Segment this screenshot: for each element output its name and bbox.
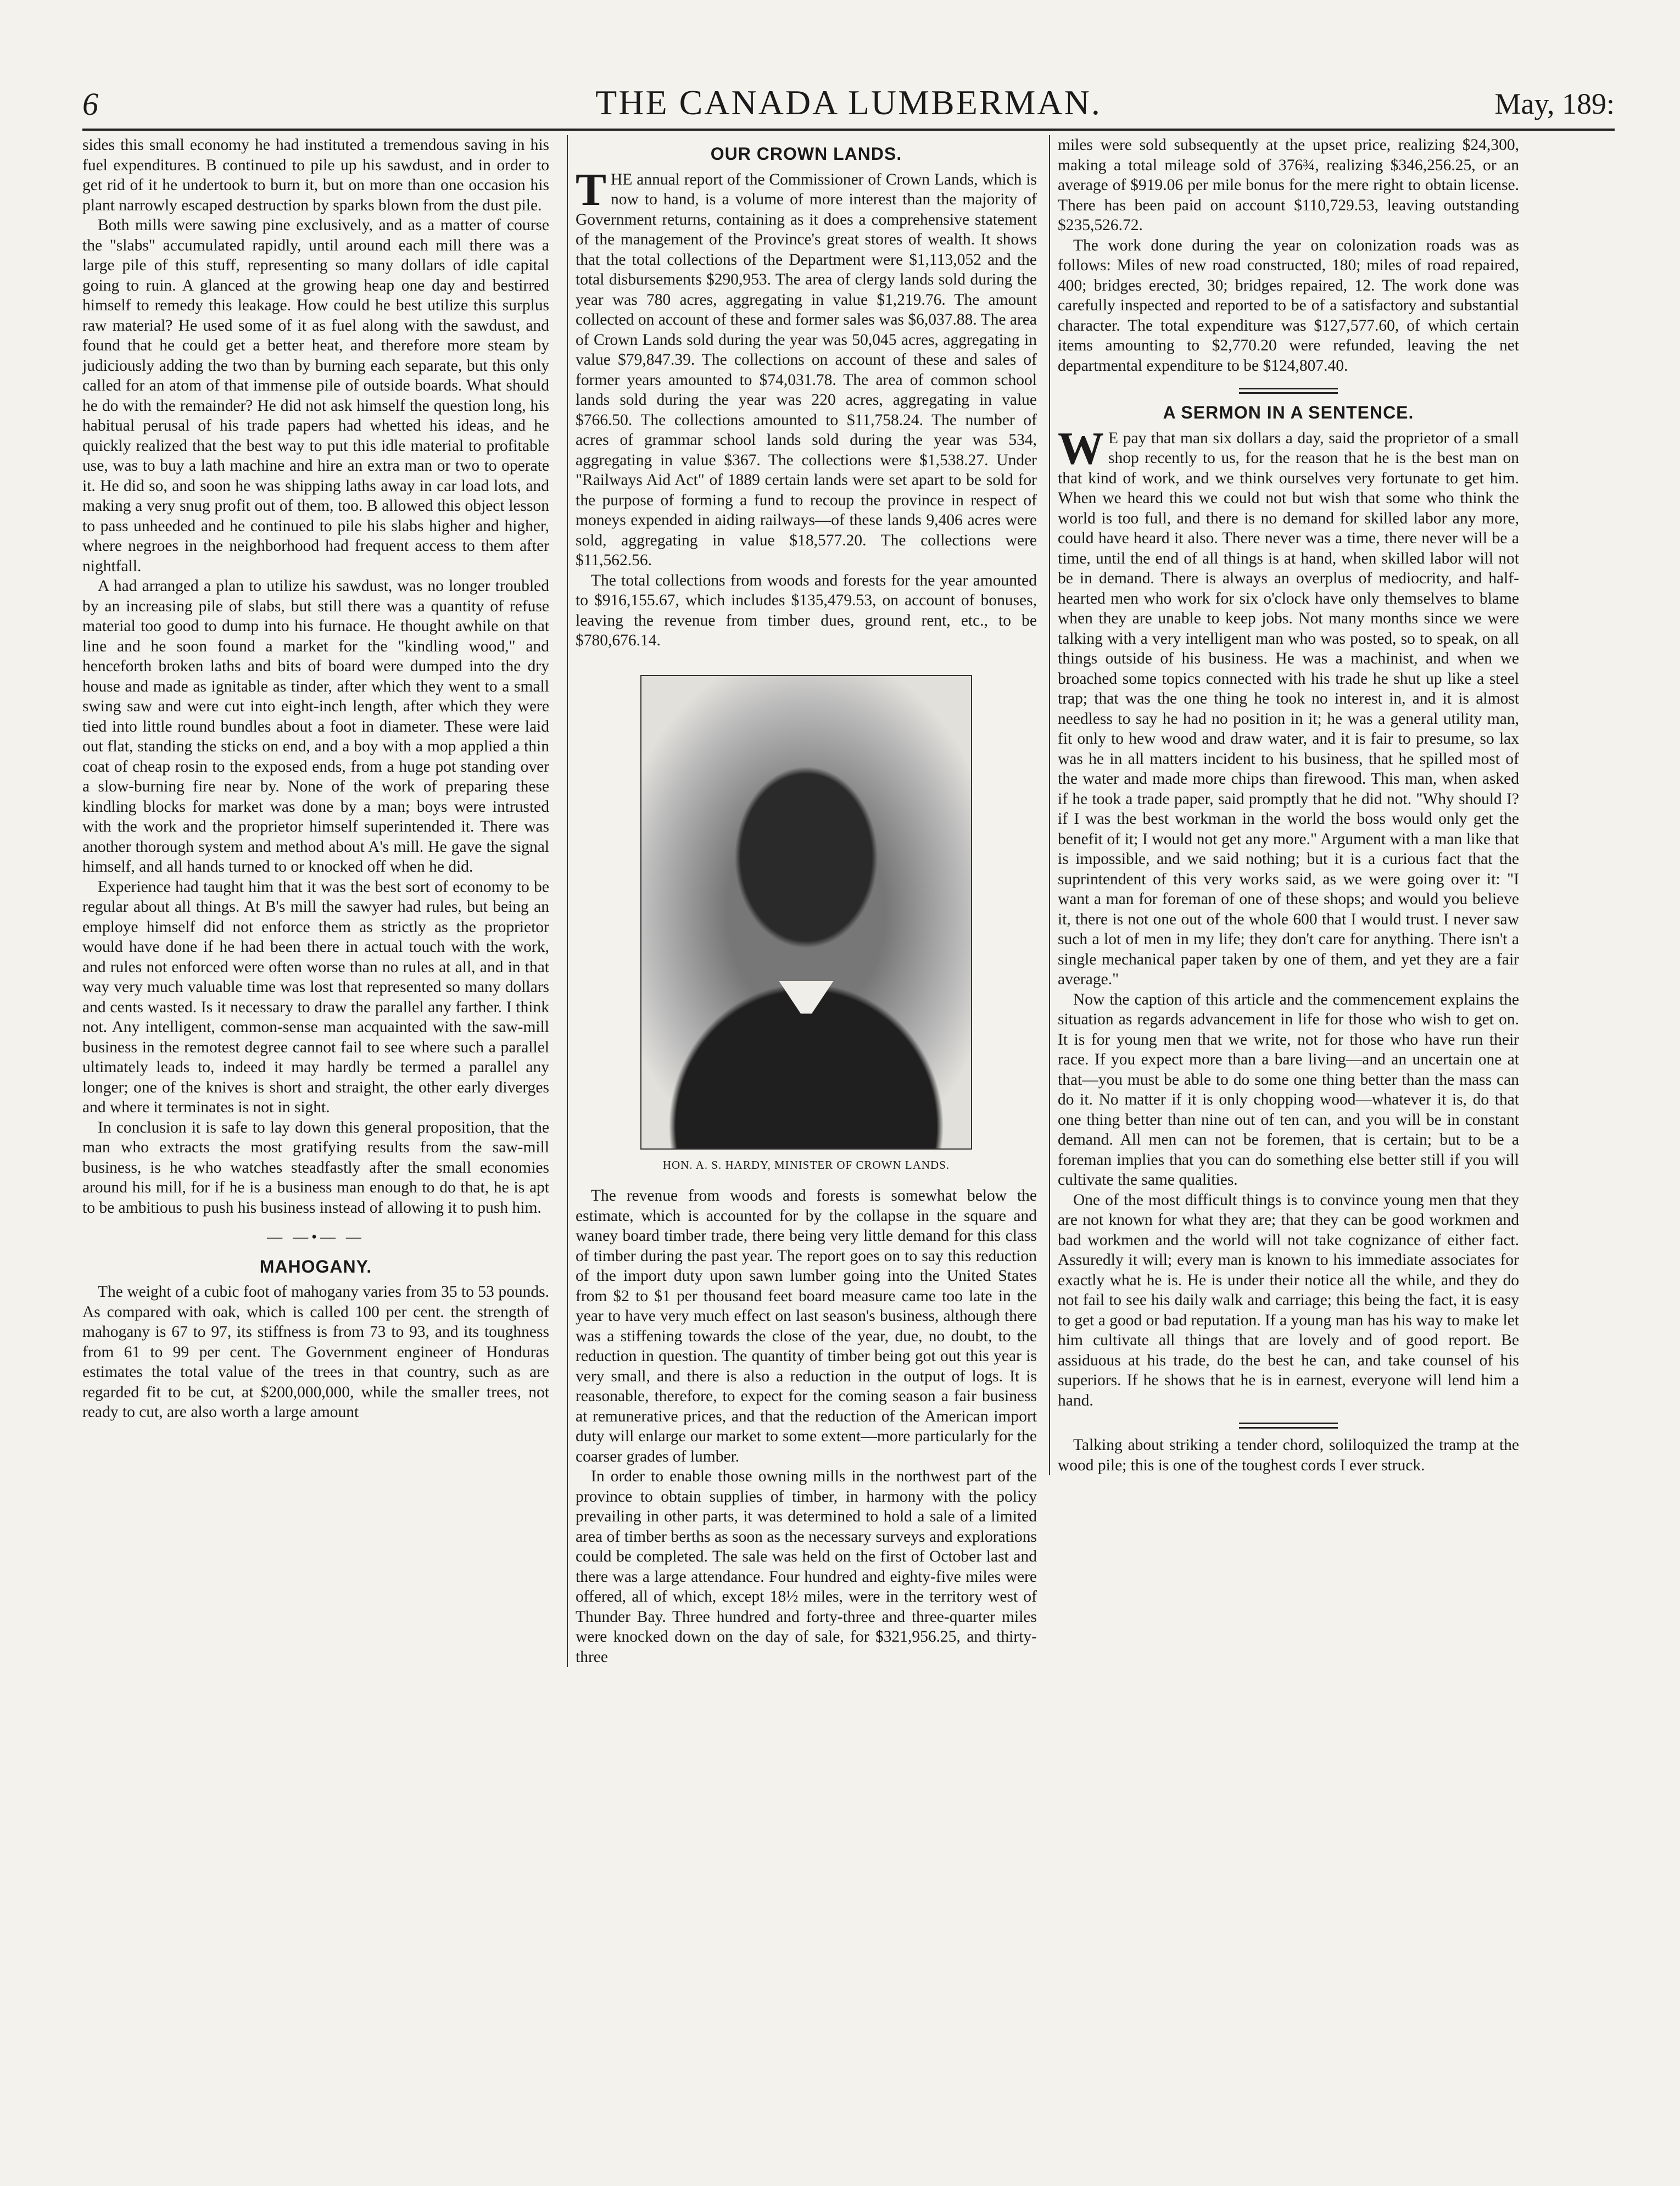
drop-cap: T: [576, 164, 607, 215]
paragraph: The weight of a cubic foot of mahogany varies from 35 to 53 pounds. As compared with oak, which is called 100 per cent. the strength of mahogany is 67 to 97, its stiffness is from 73 to 93, and its toughness from 61 to 99 per cent. The Government engineer of Honduras estimates the total value of the trees in that country, such as are regarded fit to be cut, at $200,000,000, while the smaller trees, not ready to cut, are also worth a large amount: [82, 1283, 549, 1421]
paragraph: In conclusion it is safe to lay down this general proposition, that the man who extracts the most gratifying results from the saw-mill business, is he who watches steadfastly after the small economies around his mill, for if he is a business man enough to do that, he is apt to be ambitious to push his business instead of allowing it to push him.: [82, 1118, 549, 1217]
column-3: [1049, 135, 1519, 1475]
page-number: 6: [82, 86, 98, 122]
portrait-image: [640, 675, 972, 1150]
paragraph: In order to enable those owning mills in the northwest part of the province to obtain supplies of timber, in harmony with the policy prevailing in other parts, it was determined to hold a sale of a limited area of timber berths as soon as the necessary surveys and explorations could be completed. The sale was held on the first of October last and there was a large attendance. Four hundred and eighty-five miles were offered, all of which, except 18½ miles, were in the territory west of Thunder Bay. Three hundred and forty-three and three-quarter miles were knocked down on the day of sale, for $321,956.25, and thirty-three: [576, 1468, 1037, 1666]
paragraph: A had arranged a plan to utilize his sawdust, was no longer troubled by an increasing pile of slabs, but still there was a quantity of refuse material too good to dump into his furnace. He thought awhile on that line and he soon found a market for the "kindling wood," and henceforth broken laths and bits of board were dumped into the dry house and made as ignitable as tinder, after which they went to a small swing saw and were cut into eight-inch length, after which they were tied into little round bundles about a foot in diameter. These were laid out flat, standing the sticks on end, and a boy with a mop applied a thin coat of cheap rosin to the exposed ends, from a huge pot standing over a slow-burning fire near by. None of the work of preparing these kindling blocks for market was done by a man; boys were intrusted with the work and the proprietor himself superintended it. There was another thorough system and method about A's mill. He gave the signal himself, and all hands turned to or knocked off when he did.: [82, 577, 549, 875]
issue-date: May, 189:: [1494, 87, 1615, 120]
masthead: [82, 82, 1615, 126]
paragraph: Experience had taught him that it was the best sort of economy to be regular about all things. At B's mill the sawyer had rules, but being an employe himself did not enforce them as strictly as the proprietor would have done if he had been there in actual touch with the work, and rules not enforced were often worse than no rules at all, and in that way very much valuable time was lost that represented so many dollars and cents wasted. Is it necessary to draw the parallel any farther. I think not. Any intelligent, common-sense man acquainted with the saw-mill business in the remotest degree cannot fail to see where such a parallel ultimately leads to, indeed it may hardly be termed a parallel any longer; one of the knives is short and straight, the other early diverges and where it terminates is not in sight.: [82, 878, 549, 1116]
paragraph: sides this small economy he had instituted a tremendous saving in his fuel expenditures. B continued to pile up his sawdust, and in order to get rid of it he undertook to burn it, but on more than one occasion his plant narrowly escaped destruction by sparks blown from the dust pile.: [82, 136, 549, 214]
header-rule: [82, 129, 1615, 131]
portrait-caption: HON. A. S. HARDY, MINISTER OF CROWN LANDS.: [662, 1158, 950, 1172]
paragraph: The revenue from woods and forests is somewhat below the estimate, which is accounted for by the collapse in the square and waney board timber trade, there being very little demand for this class of timber during the past year. The report goes on to say this reduction of the import duty upon sawn lumber going into the United States from $2 to $1 per thousand feet board measure came too late in the year to have very much effect on last season's business, although there was a stiffening towards the close of the year, due, no doubt, to the reduction in question. The quantity of timber being got out this year is very small, and there is also a reduction in the output of logs. It is reasonable, therefore, to expect for the coming season a fair business at remunerative prices, and that the reduction of the American import duty will enlarge our market to some extent—more particularly for the coarser grades of lumber.: [576, 1187, 1037, 1465]
paragraph: The total collections from woods and forests for the year amounted to $916,155.67, which includes $135,479.53, on account of bonuses, leaving the revenue from timber dues, ground rent, etc., to be $780,676.14.: [576, 571, 1037, 649]
paragraph: Both mills were sawing pine exclusively, and as a matter of course the "slabs" accumulated rapidly, until around each mill there was a large pile of this stuff, representing so many dollars of idle capital going to ruin. A glanced at the growing heap one day and bestirred himself to remedy this leakage. How could he best utilize this surplus raw material? He used some of it as fuel along with the sawdust, and found that he could get a better heat, and therefore more steam by judiciously adding the two than by burning each separate, but this only called for an atom of that immense pile of outside boards. What should he do with the remainder? He did not ask himself the question long, his habitual perusal of his trade papers had whetted his ideas, and he quickly realized that the best way to put this idle material to profitable use, was to buy a lath machine and hire an extra man or two to operate it. He did so, and soon he was shipping laths away in car load lots, and making a very snug profit out of them, too. B allowed this object lesson to pass unheeded and he continued to pile his slabs higher and higher, where negroes in the neighborhood had frequent access to them after nightfall.: [82, 216, 549, 575]
drop-cap: W: [1058, 422, 1104, 474]
paragraph: Now the caption of this article and the commencement explains the situation as regards advancement in life for those who wish to get on. It is for young men that we write, not for those who have run their race. If you expect more than a bare living—and an uncertain one at that—you must be able to do some one thing better than the mass can do it. No matter if it is only chopping wood—whatever it is, do that one thing better than nine out of ten can, and you will be in constant demand. All men can not be foremen, that is certain; but to be a foreman implies that you can do something else better still if you will cultivate the same qualities.: [1058, 990, 1519, 1189]
section-divider: [1239, 1423, 1338, 1429]
paragraph: miles were sold subsequently at the upset price, realizing $24,300, making a total mileage sold of 376¾, realizing $346,256.25, or an average of $919.06 per mile bonus for the mere right to obtain license. There has been paid on account $110,729.53, leaving outstanding $235,526.72.: [1058, 136, 1519, 234]
paragraph: THE annual report of the Commissioner of Crown Lands, which is now to hand, is a volume of more interest than the majority of Government returns, containing as it does a comprehensive statement of the management of the Province's great stores of wealth. It shows that the total collections of the Department were $1,113,052 and the total disbursements $290,953. The area of clergy lands sold during the year was 780 acres, aggregating in value $1,219.76. The amount collected on account of these and former sales was $6,037.88. The area of Crown Lands sold during the year was 50,045 acres, aggregating in value $79,847.39. The collections on account of these and sales of former years amounted to $74,031.78. The area of common school lands sold during the year was 220 acres, aggregating in value $766.50. The collections amounted to $11,758.24. The number of acres of grammar school lands sold during the year was 534, aggregating in value $367. The collections were $1,538.27. Under "Railways Aid Act" of 1889 certain lands were set apart to be sold for the purpose of forming a fund to recoup the province in respect of moneys expended in aiding railways—of these lands 9,406 acres were sold, aggregating in value $18,577.20. The collections were $11,562.56.: [576, 164, 1037, 569]
paragraph: One of the most difficult things is to convince young men that they are not known for what they are; that they can be good workmen and bad workmen and the world will not take cognizance of either fact. Assuredly it will; every man is known to his immediate associates for exactly what he is. He is under their notice all the while, and they do not fail to see his daily walk and carriage; this being the fact, it is easy to get a good or bad reputation. If a young man has his way to make let him cultivate all things that are lovely and of good report. Be assiduous at his trade, do the best he can, and take counsel of his superiors. If he shows that he is in earnest, everyone will lend him a hand.: [1058, 1191, 1519, 1409]
publication-title: THE CANADA LUMBERMAN.: [595, 83, 1102, 122]
heading-sermon: A SERMON IN A SENTENCE.: [1163, 403, 1414, 422]
heading-crown-lands: OUR CROWN LANDS.: [710, 144, 902, 164]
column-1: [82, 135, 549, 1423]
column-2: [567, 135, 1037, 1667]
section-divider: [1239, 388, 1338, 394]
paragraph: W E pay that man six dollars a day, said the proprietor of a small shop recently to us, for the reason that he is the best man on that kind of work, and we think ourselves very fortunate to get him. When we heard this we could not but wish that some who think the world is too full, and there is no demand for skilled labor any more, could have heard it also. There never was a time, there never will be a time, until the end of all things is at hand, when skilled labor will not be in demand. There is always an overplus of mediocrity, and half-hearted men who work for six o'clock have only themselves to blame when they are unable to keep jobs. Not many months since we were talking with a very intelligent man who was posted, so to speak, on all things outside of his business. He was a machinist, and when we broached some topics connected with his trade he shut up like a steel trap; that was the one thing he took no interest in, and it is almost needless to say he had no position in it; he was a general utility man, fit only to hew wood and draw water, and it is fair to presume, so lax was he in all matters incident to his business, that he spilled most of the water and made more chips than firewood. This man, when asked if he took a trade paper, said promptly that he did not. "Why should I? if I was the best workman in the world the boss would only get the benefit of it; I would not get any more." Argument with a man like that is impossible, and we said nothing; but it is a curious fact that the suprintendent of this very works said, as we were going over it: "I want a man for foreman of one of these shops; and would you believe it, there is not one out of the whole 600 that I would trust. I never saw such a lot of men in my life; they don't care for anything. There isn't a single mechanical paper taken by one of them, and yet they are a fair average.": [1058, 422, 1519, 988]
heading-mahogany: MAHOGANY.: [259, 1256, 372, 1276]
paragraph: The work done during the year on colonization roads was as follows: Miles of new road constructed, 180; miles of road repaired, 400; bridges erected, 30; bridges repaired, 12. The work done was carefully inspected and reported to be of a satisfactory and substantial character. The total expenditure was $127,577.60, of which certain items amounting to $2,770.20 were refunded, leaving the net departmental expenditure to be $124,807.40.: [1058, 236, 1519, 375]
section-divider: — —•— —: [267, 1229, 365, 1246]
paragraph: Talking about striking a tender chord, soliloquized the tramp at the wood pile; this is one of the toughest cords I ever struck.: [1058, 1436, 1519, 1474]
